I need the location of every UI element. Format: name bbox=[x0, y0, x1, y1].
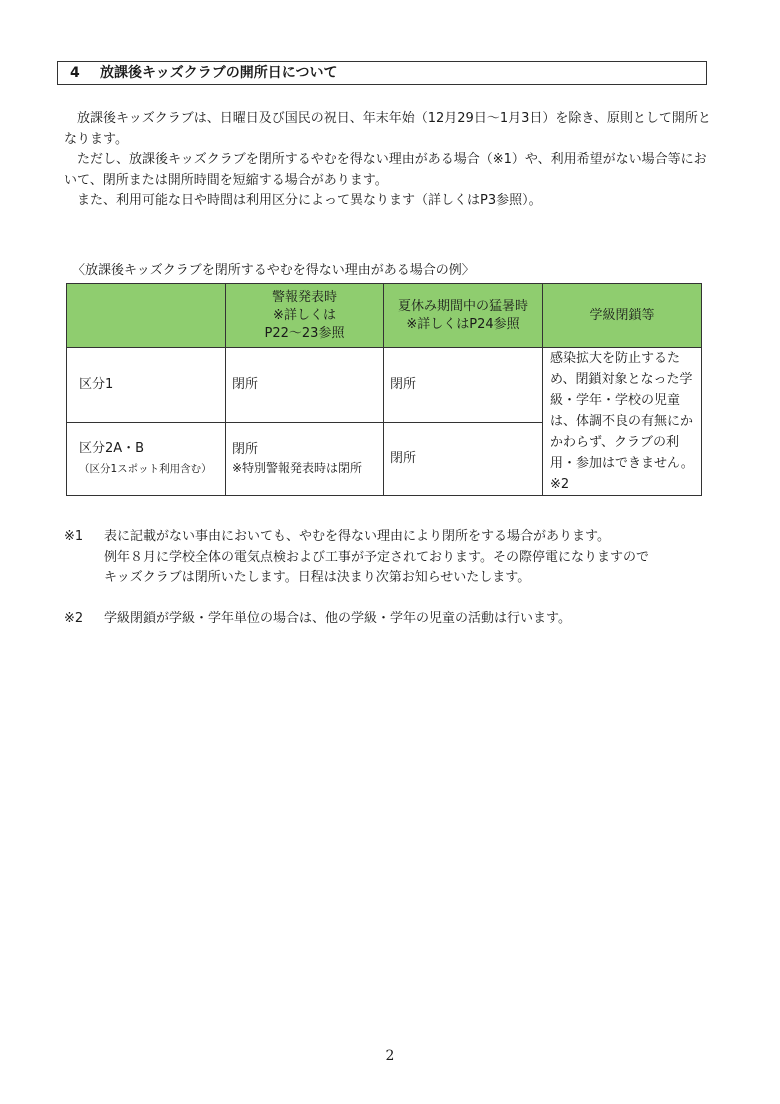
table-header-class-closure: 学級閉鎖等 bbox=[543, 284, 702, 348]
heat-cell bbox=[384, 348, 543, 423]
warning-status: 閉所 bbox=[232, 442, 259, 457]
page-number: 2 bbox=[385, 1048, 395, 1064]
table-row bbox=[67, 348, 702, 423]
footnote bbox=[64, 527, 724, 589]
warning-cell bbox=[226, 348, 384, 423]
warning-status: 閉所 bbox=[232, 377, 259, 392]
closure-table bbox=[66, 283, 702, 496]
intro-paragraph: 放課後キッズクラブは、日曜日及び国民の祝日、年末年始（12月29日～1月3日）を除き、原則として開所となります。 bbox=[64, 111, 711, 147]
table-header-warning bbox=[226, 284, 384, 348]
table-caption: 〈放課後キッズクラブを閉所するやむを得ない理由がある場合の例〉 bbox=[72, 263, 475, 278]
footnote-body bbox=[104, 609, 724, 630]
warning-sub-note: ※特別警報発表時は閉所 bbox=[232, 461, 363, 475]
footnote-body bbox=[104, 527, 724, 589]
class-closure-cell: 感染拡大を防止するため、閉鎖対象となった学級・学年・学校の児童は、体調不良の有無にかかわらず、クラブの利用・参加はできません。※2 bbox=[543, 348, 702, 496]
footnotes bbox=[64, 527, 724, 629]
footnote-line: 表に記載がない事由においても、やむを得ない理由により閉所をする場合があります。 bbox=[104, 529, 610, 544]
intro-text bbox=[64, 109, 714, 212]
category-cell bbox=[67, 348, 226, 423]
section-title: 放課後キッズクラブの開所日について bbox=[100, 65, 338, 81]
footnote-line: 学級閉鎖が学級・学年単位の場合は、他の学級・学年の児童の活動は行います。 bbox=[104, 610, 571, 626]
category-label: 区分2A・B bbox=[79, 441, 145, 456]
footnote bbox=[64, 609, 724, 630]
heat-cell bbox=[384, 423, 543, 496]
footnote-mark: ※2 bbox=[64, 610, 84, 626]
table-header-heat bbox=[384, 284, 543, 348]
footnote-line: キッズクラブは閉所いたします。日程は決まり次第お知らせいたします。 bbox=[104, 570, 531, 585]
header-heat-label: 夏休み期間中の猛暑時 ※詳しくはP24参照 bbox=[397, 298, 528, 332]
warning-cell bbox=[226, 423, 384, 496]
category-sub-label: （区分1スポット利用含む） bbox=[79, 463, 212, 475]
footnote-line: 例年８月に学校全体の電気点検および工事が予定されております。その際停電になりますので bbox=[104, 549, 649, 565]
section-heading bbox=[57, 61, 707, 85]
intro-paragraph: ただし、放課後キッズクラブを閉所するやむを得ない理由がある場合（※1）や、利用希望がない場合等において、閉所または開所時間を短縮する場合があります。 bbox=[64, 152, 707, 188]
heat-status: 閉所 bbox=[390, 377, 417, 392]
heat-status: 閉所 bbox=[390, 451, 417, 466]
intro-paragraph: また、利用可能な日や時間は利用区分によって異なります（詳しくはP3参照）。 bbox=[77, 193, 542, 208]
category-cell bbox=[67, 423, 226, 496]
table-header-row bbox=[67, 284, 702, 348]
footnote-mark: ※1 bbox=[64, 529, 84, 544]
category-label: 区分1 bbox=[79, 377, 114, 392]
table-header-blank bbox=[67, 284, 226, 348]
section-number: 4 bbox=[70, 65, 80, 81]
header-warning-label: 警報発表時 ※詳しくは P22～23参照 bbox=[264, 289, 345, 341]
